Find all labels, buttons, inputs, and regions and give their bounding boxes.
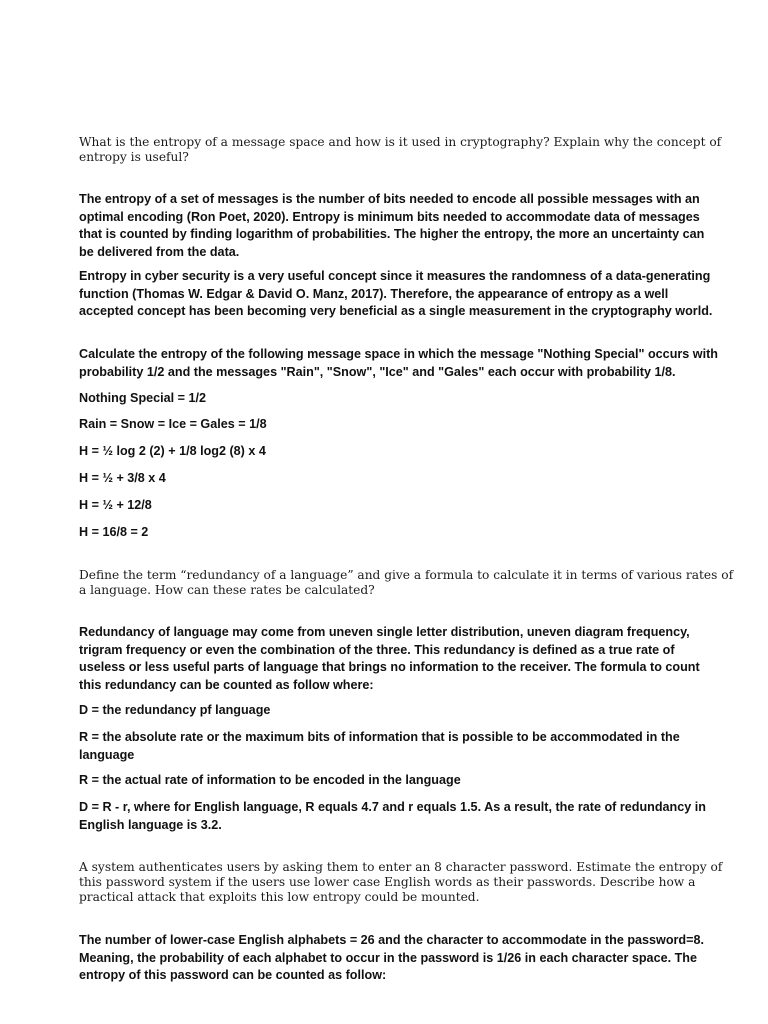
question-password-entropy: A system authenticates users by asking them to enter an 8 character password. Estimate the entropy of this password system if the users use lower case English words as their passwords. Describe how a practical attack that exploits this low entropy could be mounted.: [79, 860, 723, 904]
redundancy-formula-english: D = R - r, where for English language, R equals 4.7 and r equals 1.5. As a result, the rate of redundancy in English language is 3.2.: [79, 800, 706, 832]
answer-password-entropy: The number of lower-case English alphabets = 26 and the character to accommodate in the password=8. Meaning, the probability of each alphabet to occur in the password is 1/26 in each character space. The entropy of this password can be counted as follow:: [79, 933, 704, 983]
definition-actual-rate: R = the actual rate of information to be encoded in the language: [79, 773, 461, 787]
definition-d: D = the redundancy pf language: [79, 703, 271, 717]
calc-line-result: H = 16/8 = 2: [79, 525, 149, 539]
calc-line-step-1: H = ½ + 3/8 x 4: [79, 471, 166, 485]
definition-absolute-rate: R = the absolute rate or the maximum bits of information that is possible to be accommodated in the language: [79, 730, 680, 762]
question-calculate-entropy: Calculate the entropy of the following message space in which the message "Nothing Special" occurs with probability 1/2 and the messages "Rain", "Snow", "Ice" and "Gales" each occur with probability 1/8.: [79, 347, 718, 379]
calc-line-nothing-special: Nothing Special = 1/2: [79, 391, 207, 405]
question-entropy-definition: What is the entropy of a message space and how is it used in cryptography? Explain why the concept of entropy is useful?: [79, 135, 722, 164]
calc-line-rain-snow-ice-gales: Rain = Snow = Ice = Gales = 1/8: [79, 417, 267, 431]
answer-entropy-paragraph-2: Entropy in cyber security is a very useful concept since it measures the randomness of a data-generating function (Thomas W. Edgar & David O. Manz, 2017). Therefore, the appearance of entropy as a well accepted concept has been becoming very beneficial as a single measurement in the cryptography world.: [79, 269, 713, 319]
calc-line-step-2: H = ½ + 12/8: [79, 498, 152, 512]
calc-line-entropy-formula: H = ½ log 2 (2) + 1/8 log2 (8) x 4: [79, 444, 266, 458]
answer-entropy-paragraph-1: The entropy of a set of messages is the number of bits needed to encode all possible messages with an optimal encoding (Ron Poet, 2020). Entropy is minimum bits needed to accommodate data of messages that is counted by finding logarithm of probabilities. The higher the entropy, the more an uncertainty can be delivered from the data.: [79, 192, 705, 259]
answer-redundancy-paragraph: Redundancy of language may come from uneven single letter distribution, uneven diagram frequency, trigram frequency or even the combination of the three. This redundancy is defined as a true rate of useless or less useful parts of language that brings no information to the receiver. The formula to count this redundancy can be counted as follow where:: [79, 625, 700, 692]
question-redundancy-of-language: Define the term “redundancy of a language” and give a formula to calculate it in terms of various rates of a language. How can these rates be calculated?: [79, 568, 734, 597]
